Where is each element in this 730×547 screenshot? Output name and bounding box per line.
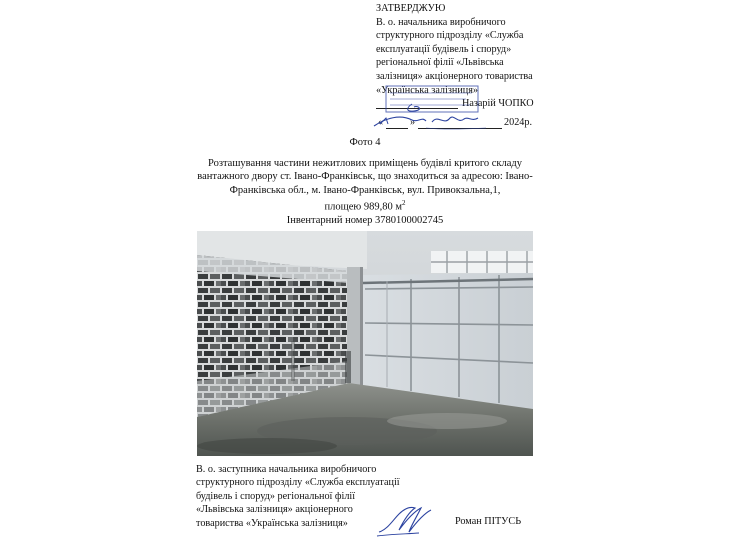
footer-line: структурного підрозділу «Служба експлуатації [196, 477, 400, 489]
approval-line: В. о. начальника виробничого [376, 16, 506, 28]
caption-inventory-line: Інвентарний номер 3780100002745 [286, 214, 444, 226]
handwritten-signature [375, 500, 435, 540]
approval-line: структурного підрозділу «Служба [376, 30, 524, 42]
caption-line: Франківська обл., м. Івано-Франківськ, вул. Привокзальна,1, [229, 184, 501, 196]
date-close-quote: » [410, 117, 416, 129]
approval-signatory-name: Назарій ЧОПКО [462, 98, 534, 110]
approval-line: залізниця» акціонерного товариства [376, 70, 533, 82]
photo-label: Фото 4 [349, 137, 381, 148]
photo-caption [190, 157, 540, 227]
footer-signatory-name: Роман ПІТУСЬ [455, 516, 522, 527]
caption-line: вантажного двору ст. Івано-Франківськ, що знаходиться за адресою: Івано- [197, 171, 533, 183]
footer-line: товариства «Українська залізниця» [196, 517, 348, 529]
footer-line: В. о. заступника начальника виробничого [196, 464, 377, 475]
caption-line: Розташування частини нежитлових приміщень будівлі критого складу [207, 158, 523, 169]
date-open-quote: « [378, 117, 384, 129]
approval-line: експлуатації будівель і споруд» [376, 43, 512, 55]
footer-line: будівель і споруд» регіональної філії [196, 490, 356, 502]
approval-line: «Українська залізниця» [376, 84, 478, 96]
approval-heading: ЗАТВЕРДЖУЮ [376, 3, 446, 14]
date-year: 2024р. [504, 117, 533, 129]
caption-area-text: площею 989,80 м [324, 201, 402, 213]
approval-line: регіональної філії «Львівська [376, 57, 504, 69]
caption-area-line [190, 197, 540, 214]
warehouse-interior-photo [197, 231, 533, 456]
handwritten-signature [366, 102, 526, 132]
area-unit-superscript: 2 [401, 198, 406, 207]
footer-line: «Львівська залізниця» акціонерного [196, 504, 353, 516]
